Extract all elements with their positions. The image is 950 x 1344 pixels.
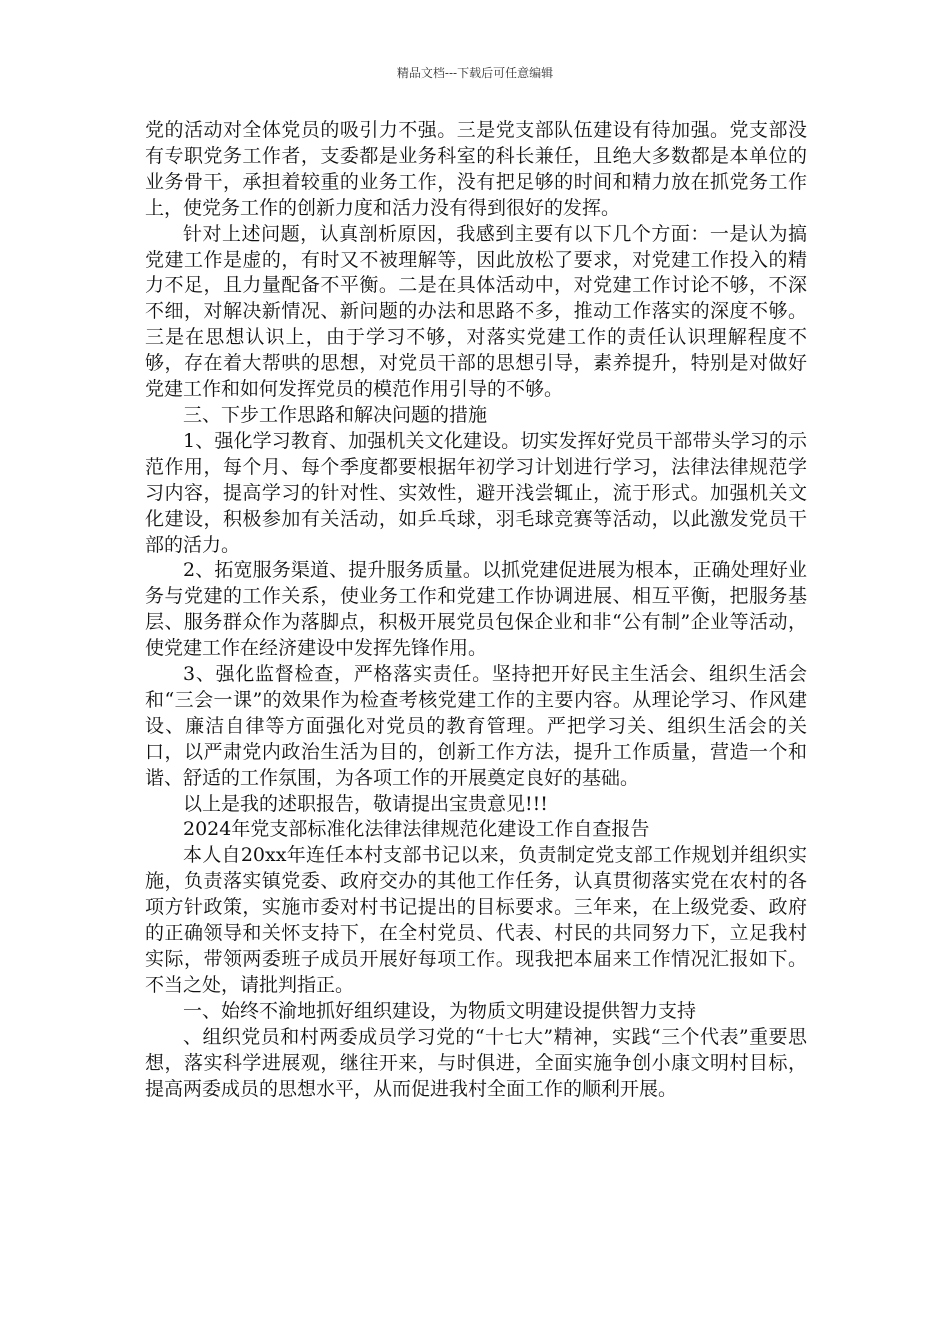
page-header: 精品文档---下载后可任意编辑 (396, 66, 554, 80)
paragraph: 针对上述问题，认真剖析原因，我感到主要有以下几个方面：一是认为搞党建工作是虚的，有时又不被理解等，因此放松了要求，对党建工作投入的精力不足，且力量配备不平衡。二是在具体活动中，对党建工作讨论不够，不深不细，对解决新情况、新问题的办法和思路不多，推动工作落实的深度不够。三是在思想认识上，由于学习不够，对落实党建工作的责任认识理解程度不够，存在着大帮哄的思想，对党员干部的思想引导，素养提升，特别是对做好党建工作和如何发挥党员的模范作用引导的不够。 (145, 222, 807, 401)
paragraph: 以上是我的述职报告，敬请提出宝贵意见!!! (183, 792, 548, 815)
document-body (145, 118, 807, 1102)
paragraph: 3、强化监督检查，严格落实责任。坚持把开好民主生活会、组织生活会和“三会一课”的效果作为检查考核党建工作的主要内容。从理论学习、作风建设、廉洁自律等方面强化对党员的教育管理。严把学习关、组织生活会的关口，以严肃党内政治生活为目的，创新工作方法，提升工作质量，营造一个和谐、舒适的工作氛围，为各项工作的开展奠定良好的基础。 (145, 663, 807, 789)
paragraph: 党的活动对全体党员的吸引力不强。三是党支部队伍建设有待加强。党支部没有专职党务工作者，支委都是业务科室的科长兼任，且绝大多数都是本单位的业务骨干，承担着较重的业务工作，没有把足够的时间和精力放在抓党务工作上，使党务工作的创新力度和活力没有得到很好的发挥。 (145, 119, 807, 219)
document-title: 2024年党支部标准化法律法律规范化建设工作自查报告 (183, 818, 650, 841)
paragraph: 本人自20xx年连任本村支部书记以来，负责制定党支部工作规划并组织实施，负责落实镇党委、政府交办的其他工作任务，认真贯彻落实党在农村的各项方针政策，实施市委对村书记提出的目标要求。三年来，在上级党委、政府的正确领导和关怀支持下，在全村党员、代表、村民的共同努力下，立足我村实际，带领两委班子成员开展好每项工作。现我把本届来工作情况汇报如下。不当之处，请批判指正。 (145, 844, 807, 996)
paragraph: 、组织党员和村两委成员学习党的“十七大”精神，实践“三个代表”重要思想，落实科学进展观，继往开来，与时俱进，全面实施争创小康文明村目标，提高两委成员的思想水平，从而促进我村全面工作的顺利开展。 (145, 1025, 807, 1100)
paragraph: 1、强化学习教育、加强机关文化建设。切实发挥好党员干部带头学习的示范作用，每个月、每个季度都要根据年初学习计划进行学习，法律法律规范学习内容，提高学习的针对性、实效性，避开浅尝辄止，流于形式。加强机关文化建设，积极参加有关活动，如乒乓球，羽毛球竞赛等活动，以此激发党员干部的活力。 (145, 429, 807, 556)
paragraph: 2、拓宽服务渠道、提升服务质量。以抓党建促进展为根本，正确处理好业务与党建的工作关系，使业务工作和党建工作协调进展、相互平衡，把服务基层、服务群众作为落脚点，积极开展党员包保企业和非“公有制”企业等活动，使党建工作在经济建设中发挥先锋作用。 (145, 559, 807, 660)
section-heading: 一、始终不渝地抓好组织建设，为物质文明建设提供智力支持 (183, 999, 697, 1022)
section-heading: 三、下步工作思路和解决问题的措施 (183, 403, 488, 426)
